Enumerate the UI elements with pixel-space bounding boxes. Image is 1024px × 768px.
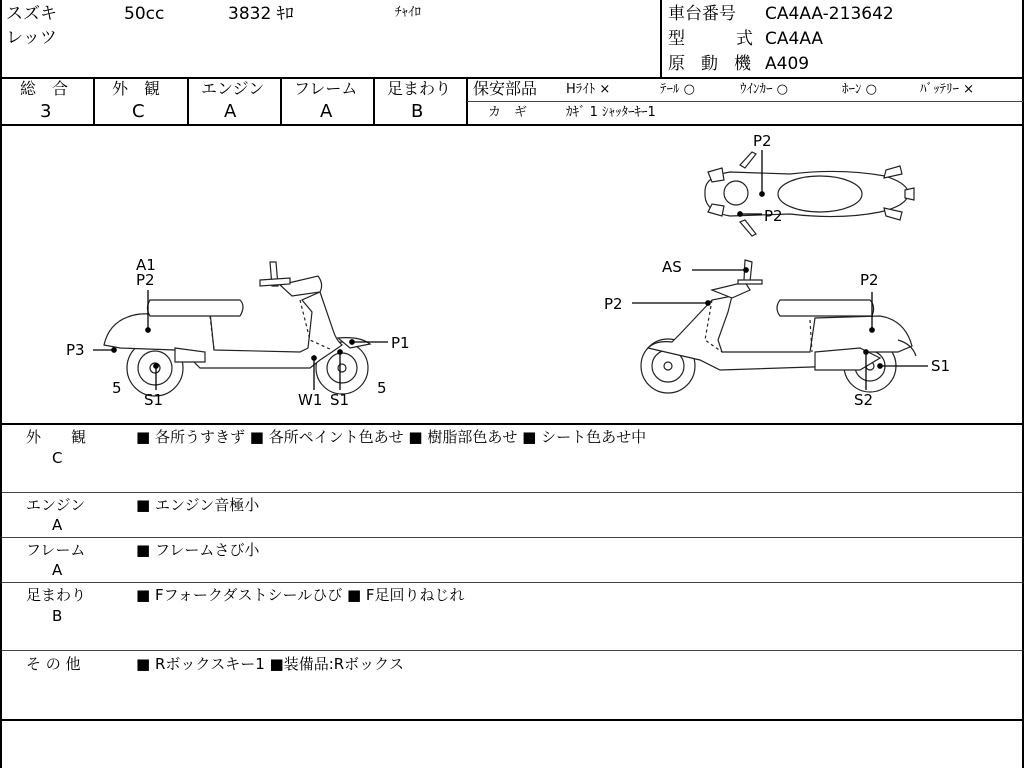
grade-divider xyxy=(187,78,189,125)
note-engine-grade: A xyxy=(52,516,63,534)
label-s1-right: S1 xyxy=(931,357,951,375)
safety-divider xyxy=(467,101,1023,102)
note-frame-grade: A xyxy=(52,561,63,579)
engine-label-2: 動 xyxy=(701,54,718,74)
note-frame-text: ■ フレームさび小 xyxy=(136,541,260,559)
label-5-right: 5 xyxy=(377,379,387,397)
grade-frame-value: A xyxy=(320,101,333,122)
grade-suspension-value: B xyxy=(411,101,424,122)
label-p2-left: P2 xyxy=(136,271,155,289)
label-p2-top-1: P2 xyxy=(753,132,772,150)
taillight-status: ﾃｰﾙ ○ xyxy=(660,82,695,97)
label-p2-top-2: P2 xyxy=(764,207,783,225)
note-exterior-label: 外 観 xyxy=(26,428,87,446)
maker: スズキ xyxy=(6,4,57,24)
safety-parts-label: 保安部品 xyxy=(473,79,538,98)
battery-status: ﾊﾞｯﾃﾘｰ × xyxy=(920,82,975,97)
winker-status: ｳｲﾝｶｰ ○ xyxy=(740,82,788,97)
displacement: 50cc xyxy=(124,4,165,24)
note-other-label: そ の 他 xyxy=(26,655,81,673)
headlight-status: Hﾗｲﾄ × xyxy=(566,82,611,97)
type-label-2: 式 xyxy=(736,29,753,49)
frame-number-value: CA4AA-213642 xyxy=(765,4,894,24)
type-value: CA4AA xyxy=(765,29,824,49)
notes-divider xyxy=(2,492,1022,493)
key-value: ｶｷﾞ 1 ｼｬｯﾀｰｷｰ1 xyxy=(566,105,656,120)
engine-label-1: 原 xyxy=(668,54,685,74)
scooter-top-view xyxy=(705,152,914,236)
grade-exterior-label: 外 観 xyxy=(112,79,161,98)
grade-total-label: 総 合 xyxy=(20,79,69,98)
note-frame-label: フレーム xyxy=(26,541,86,559)
divider-frame-info xyxy=(660,0,662,78)
label-p3: P3 xyxy=(66,341,85,359)
model-name: レッツ xyxy=(6,28,57,48)
label-s2: S2 xyxy=(854,391,874,409)
note-engine-text: ■ エンジン音極小 xyxy=(136,496,260,514)
divider-diagram xyxy=(0,423,1024,425)
frame-number-label: 車台番号 xyxy=(668,4,736,24)
label-p2-right-1: P2 xyxy=(604,295,623,313)
note-exterior-text: ■ 各所うすきず ■ 各所ペイント色あせ ■ 樹脂部色あせ ■ シート色あせ中 xyxy=(136,428,647,446)
label-p2-right-2: P2 xyxy=(860,271,879,289)
note-suspension-grade: B xyxy=(52,607,63,625)
note-suspension-text: ■ Fフォークダストシールひび ■ F足回りねじれ xyxy=(136,586,465,604)
label-s1-left-front: S1 xyxy=(330,391,350,409)
grade-divider xyxy=(373,78,375,125)
grade-suspension-label: 足まわり xyxy=(387,79,452,98)
grade-engine-label: エンジン xyxy=(201,79,265,98)
horn-status: ﾎｰﾝ ○ xyxy=(842,82,877,97)
notes-divider xyxy=(2,582,1022,583)
engine-label-3: 機 xyxy=(734,54,751,74)
damage-diagram xyxy=(0,125,1022,423)
label-p1: P1 xyxy=(391,334,410,352)
mileage: 3832 ｷﾛ xyxy=(228,4,294,24)
label-s1-left-rear: S1 xyxy=(144,391,164,409)
note-exterior-grade: C xyxy=(52,449,63,467)
label-5-left: 5 xyxy=(112,379,122,397)
key-label: カ ギ xyxy=(488,105,528,120)
grade-total-value: 3 xyxy=(40,101,52,122)
grade-frame-label: フレーム xyxy=(294,79,358,98)
label-w1: W1 xyxy=(298,391,323,409)
engine-number-value: A409 xyxy=(765,54,810,74)
divider-notes-bottom xyxy=(0,719,1024,721)
note-other-text: ■ Rボックスキー1 ■装備品:Rボックス xyxy=(136,655,405,673)
notes-divider xyxy=(2,537,1022,538)
grade-divider xyxy=(280,78,282,125)
color: ﾁｬｲﾛ xyxy=(395,5,421,20)
grade-exterior-value: C xyxy=(132,101,145,122)
type-label-1: 型 xyxy=(668,29,685,49)
note-engine-label: エンジン xyxy=(26,496,86,514)
label-as: AS xyxy=(662,258,682,276)
grade-engine-value: A xyxy=(224,101,237,122)
notes-divider xyxy=(2,650,1022,651)
grade-divider xyxy=(93,78,95,125)
label-a1: A1 xyxy=(136,256,156,274)
note-suspension-label: 足まわり xyxy=(26,586,87,604)
